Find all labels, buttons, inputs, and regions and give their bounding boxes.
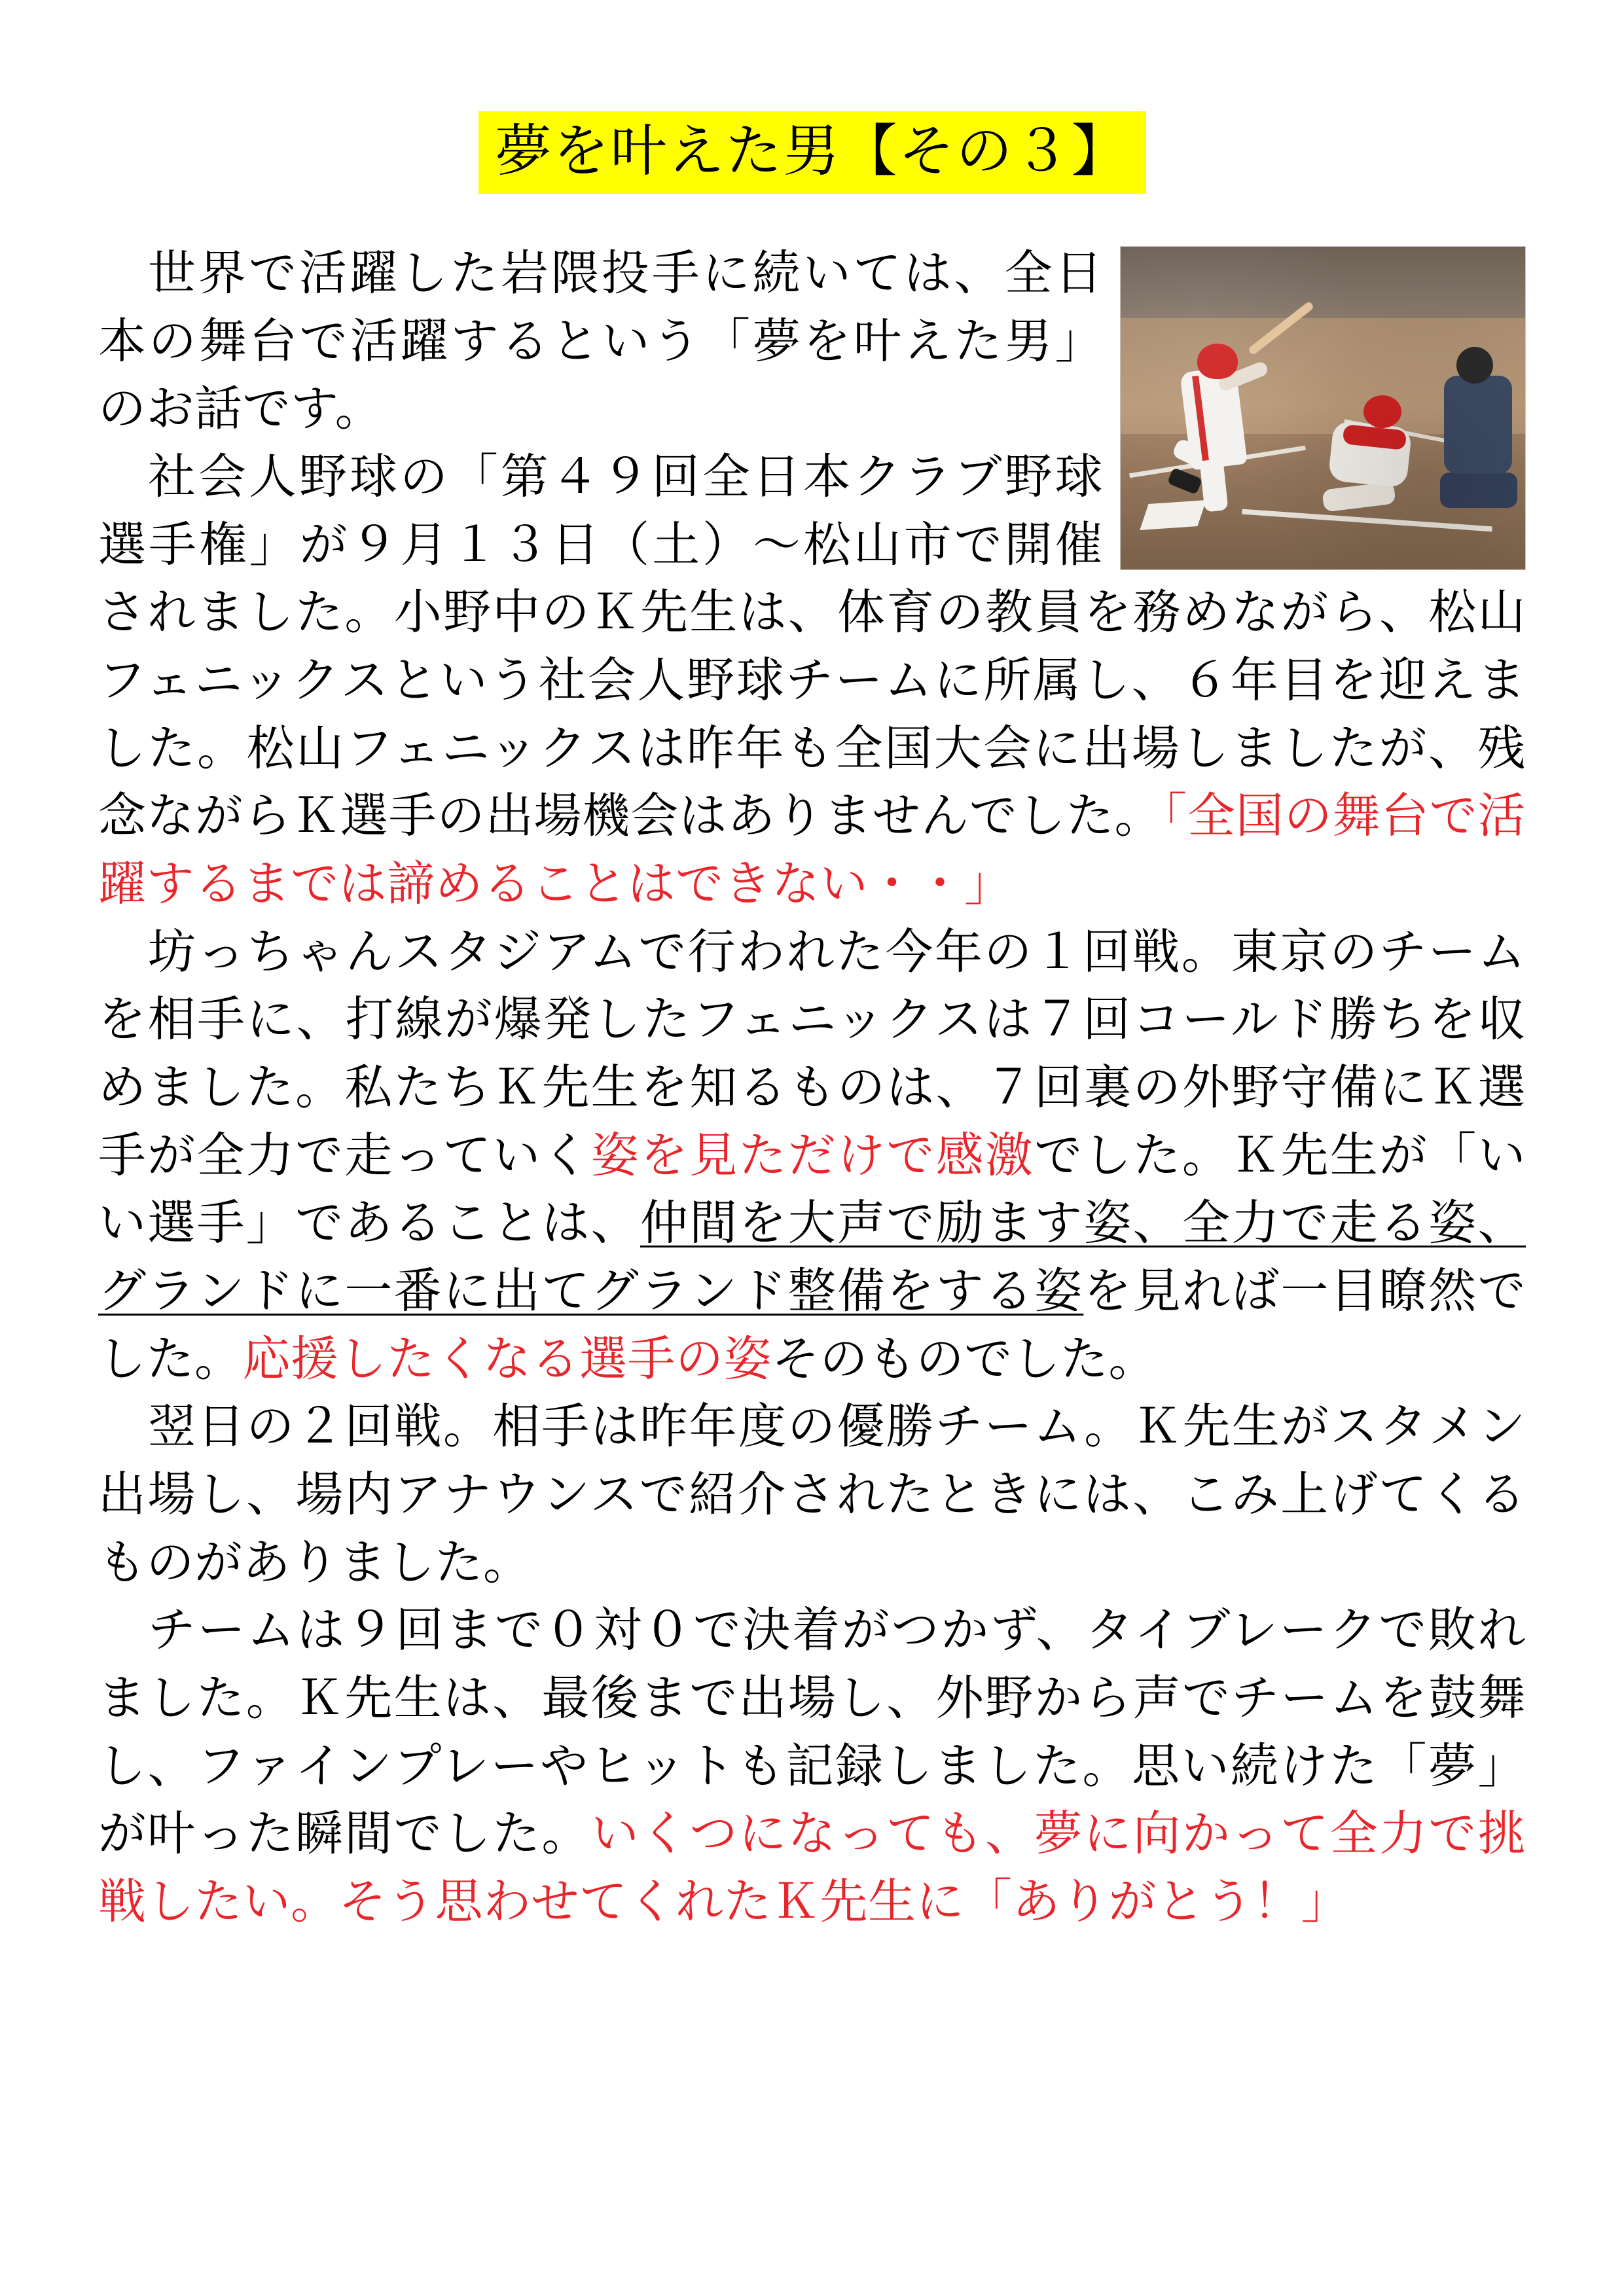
paragraph-4 (98, 1393, 1526, 1596)
photo-background-sky (1121, 247, 1525, 324)
photo-umpire-body (1444, 376, 1512, 474)
paragraph-2-text: 社会人野球の「第４９回全日本クラブ野球選手権」が９月１３日（土）～松山市で開催されました。小野中のＫ先生は、体育の教員を務めながら、松山フェニックスという社会人野球チームに所属し、６年目を迎えました。松山フェニックスは昨年も全国大会に出場しましたが、残念ながらＫ選手の出場機会はありませんでした。 (98, 449, 1526, 844)
paragraph-4-text: 翌日の２回戦。相手は昨年度の優勝チーム。Ｋ先生がスタメン出場し、場内アナウンスで紹介されたときには、こみ上げてくるものがありました。 (98, 1399, 1526, 1590)
paragraph-3-highlight-1: 姿を見ただけで感激 (590, 1127, 1035, 1183)
baseball-game-photo (1120, 246, 1526, 570)
paragraph-5-text: チームは９回まで０対０で決着がつかず、タイブレークで敗れました。Ｋ先生は、最後まで出場し、外野から声でチームを鼓舞し、ファインプレーやヒットも記録しました。思い続けた「夢」が叶った瞬間でした。 (98, 1602, 1526, 1862)
photo-batter-helmet (1197, 344, 1238, 379)
paragraph-3-highlight-2: 応援したくなる選手の姿 (242, 1331, 772, 1387)
paragraph-1-text: 世界で活躍した岩隈投手に続いては、全日本の舞台で活躍するという「夢を叶えた男」のお話です。 (98, 245, 1103, 437)
paragraph-2-quote-highlight: 「全国の舞台で活躍するまでは諦めることはできない・・」 (98, 788, 1526, 912)
paragraph-3-underlined-text: 仲間を大声で励ます姿、全力で走る姿、グランドに一番に出てグランド整備をする姿 (98, 1195, 1526, 1319)
photo-umpire-leg (1440, 473, 1517, 508)
document-body (98, 240, 1526, 1935)
paragraph-3 (98, 918, 1526, 1393)
paragraph-3-text-a: 坊っちゃんスタジアムで行われた今年の１回戦。東京のチームを相手に、打線が爆発したフェニックスは７回コールド勝ちを収めました。私たちＫ先生を知るものは、７回裏の外野守備にＫ選手が全力で走っていく (98, 924, 1526, 1183)
paragraph-3-text-d: そのものでした。 (772, 1331, 1157, 1387)
photo-umpire-head (1456, 347, 1493, 384)
page-title-wrapper (98, 111, 1526, 194)
photo-catcher-helmet (1363, 395, 1401, 428)
paragraph-5 (98, 1596, 1526, 1935)
paragraph-3-text-c: を見れば一目瞭然でした。 (98, 1263, 1526, 1387)
paragraph-5-highlight: いくつになっても、夢に向かって全力で挑戦したい。そう思わせてくれたＫ先生に「ありがとう！」 (98, 1806, 1526, 1929)
page-title: 夢を叶えた男【その３】 (478, 111, 1146, 194)
paragraph-3-text-b: でした。Ｋ先生が「いい選手」であることは、 (98, 1127, 1526, 1251)
photo-home-plate (1140, 500, 1206, 530)
